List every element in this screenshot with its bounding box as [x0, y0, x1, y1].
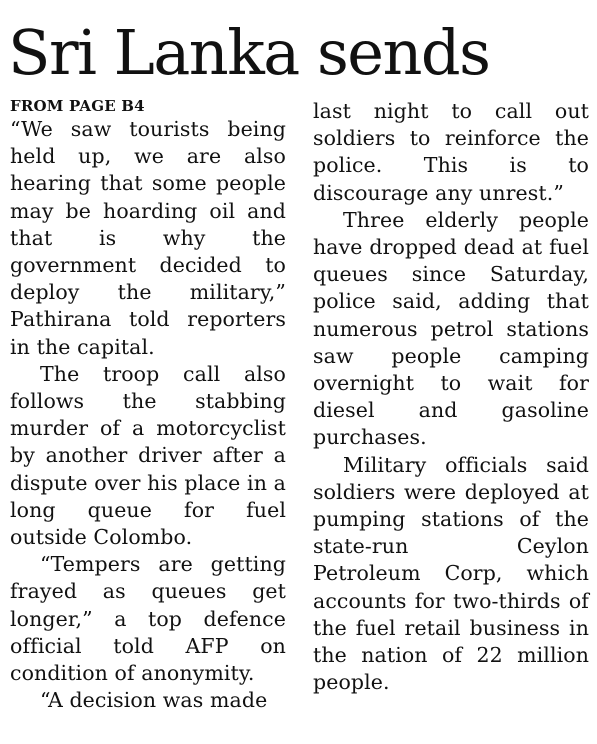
headline: Sri Lanka sends	[8, 16, 490, 89]
article-paragraph: “Tempers are getting frayed as queues get longer,” a top defence official told AFP on condition of anonymity.	[10, 552, 286, 686]
article-paragraph: Military officials said soldiers were deployed at pumping stations of the state-run Ceylon Petroleum Corp, which accounts for two-thirds of the fuel retail business in the nation of 22 million people.	[313, 452, 589, 695]
article-paragraph: Three elderly people have dropped dead at fuel queues since Saturday, police said, adding that numerous petrol stations saw people camping overnight to wait for diesel and gasoline purchases.	[313, 207, 589, 450]
article-column-left	[10, 98, 286, 714]
article-paragraph: last night to call out soldiers to reinforce the police. This is to discourage any unrest.”	[313, 99, 589, 205]
article-paragraph: “We saw tourists being held up, we are also hearing that some people may be hoarding oil and that is why the government decided to deploy the military,” Pathirana told reporters in the capital.	[10, 117, 286, 359]
continuation-kicker: FROM PAGE B4	[10, 97, 145, 115]
article-paragraph: “A decision was made	[40, 688, 268, 713]
article-column-right	[313, 98, 589, 696]
article-paragraph: The troop call also follows the stabbing murder of a motorcyclist by another driver after a dispute over his place in a long queue for fuel outside Colombo.	[10, 361, 286, 550]
